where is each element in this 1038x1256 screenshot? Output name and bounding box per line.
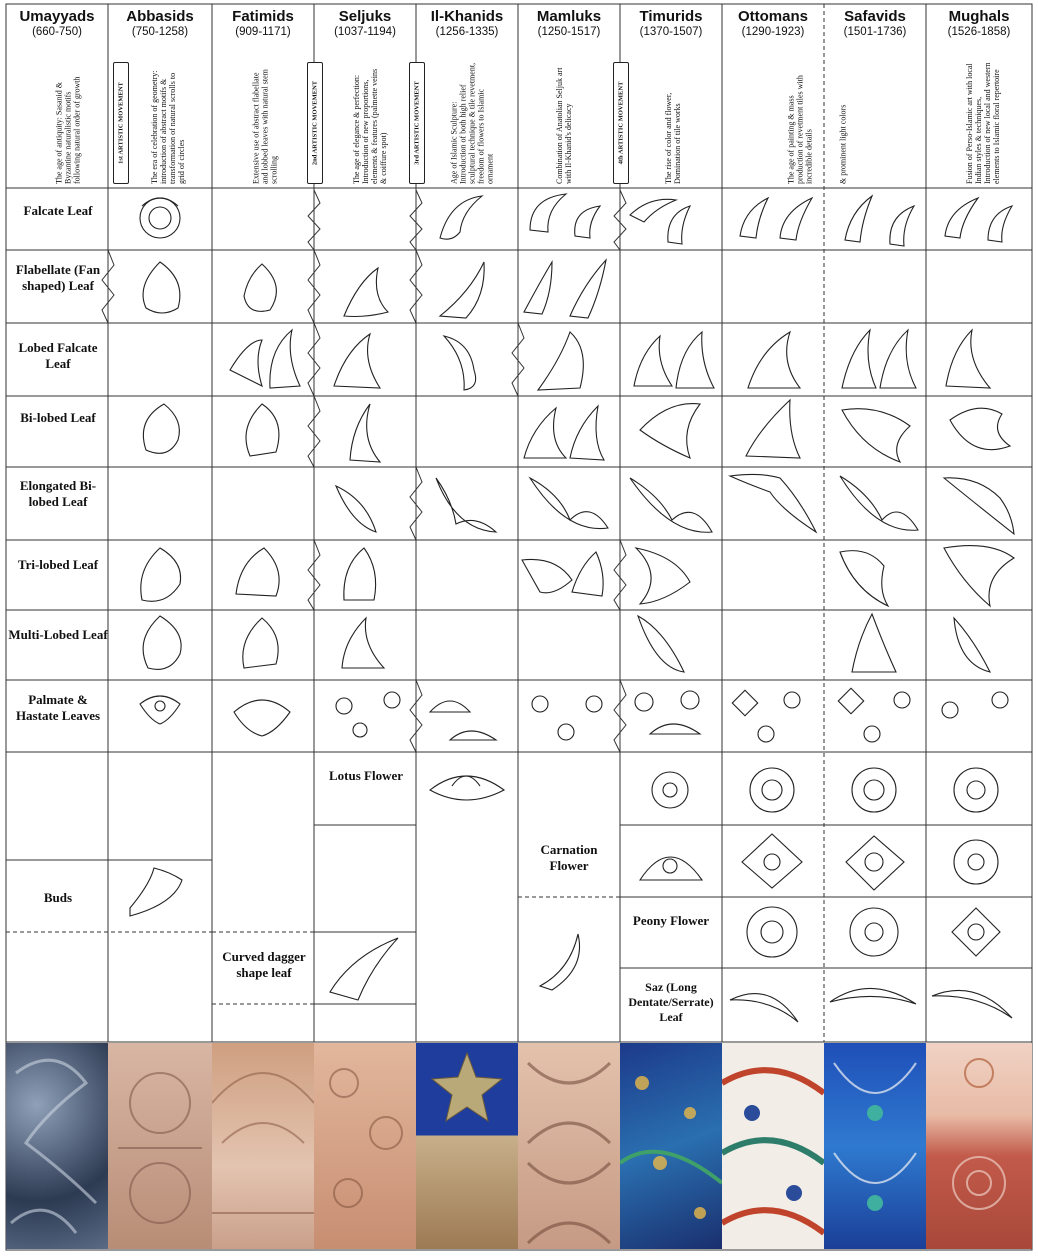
saz-tile-icon	[722, 1043, 824, 1249]
lobed-falcate-leaf-icon	[444, 336, 476, 390]
dynasty-dates: (1370-1507)	[639, 26, 703, 38]
ornament-photo-seljuks	[314, 1043, 416, 1249]
bi-lobed-leaf-icon	[842, 409, 910, 462]
multi-lobed-leaf-icon	[243, 618, 278, 668]
arabesque-tile-icon	[824, 1043, 926, 1249]
lobed-falcate-leaf-icon	[748, 332, 800, 388]
dynasty-description: & prominent light colors	[838, 104, 848, 184]
lotus-flower-icon	[430, 776, 504, 800]
flower-icon	[652, 772, 688, 808]
ornament-photo-fatimids	[212, 1043, 314, 1249]
dynasty-name: Seljuks	[338, 8, 392, 25]
bi-lobed-leaf-icon	[143, 404, 179, 453]
tri-lobed-leaf-icon	[636, 548, 690, 604]
ornament-photo-mughals	[926, 1043, 1032, 1249]
row-label-elongated-bi-lobed-leaf: Elongated Bi-lobed Leaf	[19, 478, 97, 509]
row-label-bi-lobed-leaf: Bi-lobed Leaf	[20, 410, 96, 425]
ornament-photo-mamluks	[518, 1043, 620, 1249]
row-label-falcate-leaf: Falcate Leaf	[23, 203, 93, 218]
lobed-falcate-leaf-icon	[946, 330, 990, 388]
bi-lobed-leaf-icon	[746, 400, 800, 458]
multi-lobed-leaf-icon	[954, 618, 990, 672]
lobed-falcate-leaf-icon	[230, 330, 300, 388]
elongated-bi-lobed-leaf-icon	[840, 476, 918, 530]
ornament-photo-safavids	[824, 1043, 926, 1249]
peony-flower-icon	[952, 908, 1000, 956]
palmate-leaf-icon	[430, 701, 496, 740]
dynasty-description: Age of Islamic Sculpture: Introduction of both high relief sculptural technique & tile revetment, freedom of flowers to Islamic ornament	[449, 62, 495, 184]
falcate-leaf-icon	[440, 196, 482, 239]
multi-lobed-leaf-icon	[638, 616, 684, 672]
elongated-bi-lobed-leaf-icon	[630, 478, 712, 532]
dynasty-name: Mamluks	[536, 8, 602, 25]
falcate-leaf-icon	[740, 198, 812, 240]
multi-lobed-leaf-icon	[143, 616, 181, 669]
inlay-pattern-icon	[926, 1043, 1032, 1249]
tri-lobed-leaf-icon	[840, 551, 888, 606]
dynasty-dates: (1526-1858)	[947, 26, 1011, 38]
peony-flower-icon	[850, 908, 898, 956]
label-curved-dagger-leaf: Curved dagger shape leaf	[222, 949, 306, 980]
dynasty-description: Fusion of Perso-Islamic art with local Indian styles & techniques, Introduction of new local and western elements to Islamic floral repertoire	[965, 61, 1001, 184]
ornament-photo-ottomans	[722, 1043, 824, 1249]
elongated-bi-lobed-leaf-icon	[336, 486, 376, 532]
carnation-flower-icon	[742, 834, 802, 888]
curved-dagger-leaf-icon	[540, 934, 580, 990]
carnation-flower-icon	[954, 840, 998, 884]
dynasty-description: The age of antiquity: Sasanid & Byzantine naturalistic motifs following natural order of growth	[54, 75, 82, 184]
flower-icon	[954, 768, 998, 812]
dynasty-name: Fatimids	[232, 8, 294, 25]
row-label-palmate-hastate-leaves: Palmate & Hastate Leaves	[15, 692, 101, 723]
dynasty-dates: (1037-1194)	[334, 26, 396, 38]
tri-lobed-leaf-icon	[344, 548, 376, 600]
falcate-leaf-icon	[945, 198, 1012, 242]
lattice-pattern-icon	[518, 1043, 620, 1249]
dynasty-description: Combination of Anatolian Seljuk art with Il-Khanid's delicacy	[555, 67, 573, 184]
row-label-tri-lobed-leaf: Tri-lobed Leaf	[17, 557, 99, 572]
multi-lobed-leaf-icon	[342, 618, 384, 668]
flower-icon	[750, 768, 794, 812]
palmate-leaf-icon	[635, 691, 700, 734]
row-label-lobed-falcate-leaf: Lobed Falcate Leaf	[18, 340, 98, 371]
palmate-leaf-icon	[234, 700, 290, 736]
tri-lobed-leaf-icon	[944, 546, 1014, 606]
dynasty-name: Ottomans	[737, 8, 808, 25]
peony-flower-icon	[747, 907, 797, 957]
tri-lobed-leaf-icon	[141, 548, 181, 601]
palmate-leaf-icon	[942, 692, 1008, 718]
palmate-leaf-icon	[838, 688, 910, 742]
dynasty-name: Umayyads	[19, 8, 95, 25]
flabellate-leaf-icon	[440, 262, 484, 318]
ornament-photo-timurids	[620, 1043, 722, 1249]
bi-lobed-leaf-icon	[640, 404, 700, 458]
dynasty-description: The age of elegance & perfection: Introduction of new proportions, elements & features (palmette veins & coiffure spot)	[352, 68, 388, 184]
bi-lobed-leaf-icon	[950, 408, 1010, 449]
arch-pattern-icon	[212, 1043, 314, 1249]
saz-leaf-icon	[730, 994, 798, 1022]
tri-lobed-leaf-icon	[236, 548, 279, 596]
dynasty-dates: (750-1258)	[131, 26, 189, 38]
dynasty-name: Mughals	[948, 8, 1010, 25]
falcate-leaf-icon	[530, 194, 600, 238]
ornament-photo-umayyads	[6, 1043, 108, 1249]
carved-pattern-icon	[314, 1043, 416, 1249]
lobed-falcate-leaf-icon	[538, 332, 583, 390]
label-saz-leaf: Saz (Long Dentate/Serrate) Leaf	[628, 980, 714, 1024]
artistic-movement-marker-3: 3rd ARTISTIC MOVEMENT	[409, 62, 425, 184]
dynasty-description: The age of painting & mass production of revetment tiles with incredible details	[786, 74, 814, 184]
flabellate-leaf-icon	[344, 268, 388, 317]
palmate-leaf-icon	[336, 692, 400, 737]
saz-leaf-icon	[932, 990, 1012, 1018]
ornament-photo-il-khanids	[416, 1043, 518, 1249]
dynasty-name: Safavids	[844, 8, 906, 25]
floral-tile-icon	[620, 1043, 722, 1249]
bi-lobed-leaf-icon	[524, 406, 604, 460]
dynasty-description: The era of celebration of geometry: introduction of abstract motifs & transformation of natural scrolls to grid of circles	[150, 70, 186, 184]
bud-icon	[130, 868, 182, 916]
elongated-bi-lobed-leaf-icon	[436, 478, 496, 532]
curved-dagger-leaf-icon	[330, 938, 398, 1000]
elongated-bi-lobed-leaf-icon	[730, 474, 816, 532]
multi-lobed-leaf-icon	[852, 614, 896, 672]
flabellate-leaf-icon	[524, 260, 606, 318]
saz-leaf-icon	[830, 988, 916, 1004]
flower-icon	[852, 768, 896, 812]
dynasty-dates: (1501-1736)	[843, 26, 907, 38]
star-tile-icon	[416, 1043, 518, 1249]
elongated-bi-lobed-leaf-icon	[530, 478, 608, 529]
dynasty-description: The rise of color and flower, Domination of tile works	[664, 92, 682, 184]
label-peony-flower: Peony Flower	[632, 913, 710, 928]
lobed-falcate-leaf-icon	[634, 332, 714, 388]
bi-lobed-leaf-icon	[350, 404, 380, 462]
artistic-movement-marker-1: 1st ARTISTIC MOVEMENT	[113, 62, 129, 184]
artistic-movement-marker-2: 2nd ARTISTIC MOVEMENT	[307, 62, 323, 184]
flabellate-leaf-icon	[143, 262, 180, 313]
label-lotus-flower: Lotus Flower	[328, 768, 404, 783]
ornament-photo-abbasids	[108, 1043, 212, 1249]
palmate-leaf-icon	[532, 696, 602, 740]
palmate-leaf-icon	[140, 696, 180, 724]
dynasty-name: Timurids	[639, 8, 703, 25]
dynasty-name: Abbasids	[126, 8, 194, 25]
label-carnation-flower: Carnation Flower	[540, 842, 598, 873]
palmate-leaf-icon	[732, 690, 800, 742]
dynasty-name: Il-Khanids	[430, 8, 504, 25]
row-label-flabellate-leaf: Flabellate (Fan shaped) Leaf	[15, 262, 101, 293]
bi-lobed-leaf-icon	[246, 404, 279, 456]
dynasty-dates: (1250-1517)	[537, 26, 601, 38]
dynasty-description: Extensive use of abstract flabellate and lobbed leaves with natural stem scrolling	[251, 68, 279, 184]
row-label-buds: Buds	[43, 890, 73, 905]
artistic-movement-marker-4: 4th ARTISTIC MOVEMENT	[613, 62, 629, 184]
tri-lobed-leaf-icon	[522, 552, 603, 596]
dynasty-dates: (1256-1335)	[435, 26, 499, 38]
dynasty-dates: (1290-1923)	[741, 26, 805, 38]
scroll-pattern-icon	[6, 1043, 108, 1249]
stucco-pattern-icon	[108, 1043, 212, 1249]
carnation-flower-icon	[846, 836, 904, 890]
row-label-multi-lobed-leaf: Multi-Lobed Leaf	[8, 627, 108, 642]
flabellate-leaf-icon	[244, 264, 276, 311]
falcate-leaf-icon	[140, 198, 180, 238]
lobed-falcate-leaf-icon	[842, 330, 916, 388]
elongated-bi-lobed-leaf-icon	[944, 478, 1014, 534]
falcate-leaf-icon	[630, 199, 690, 244]
dynasty-dates: (909-1171)	[235, 26, 291, 38]
falcate-leaf-icon	[845, 196, 914, 246]
lobed-falcate-leaf-icon	[334, 334, 380, 388]
dynasty-dates: (660-750)	[32, 26, 82, 38]
carnation-flower-icon	[640, 857, 702, 880]
